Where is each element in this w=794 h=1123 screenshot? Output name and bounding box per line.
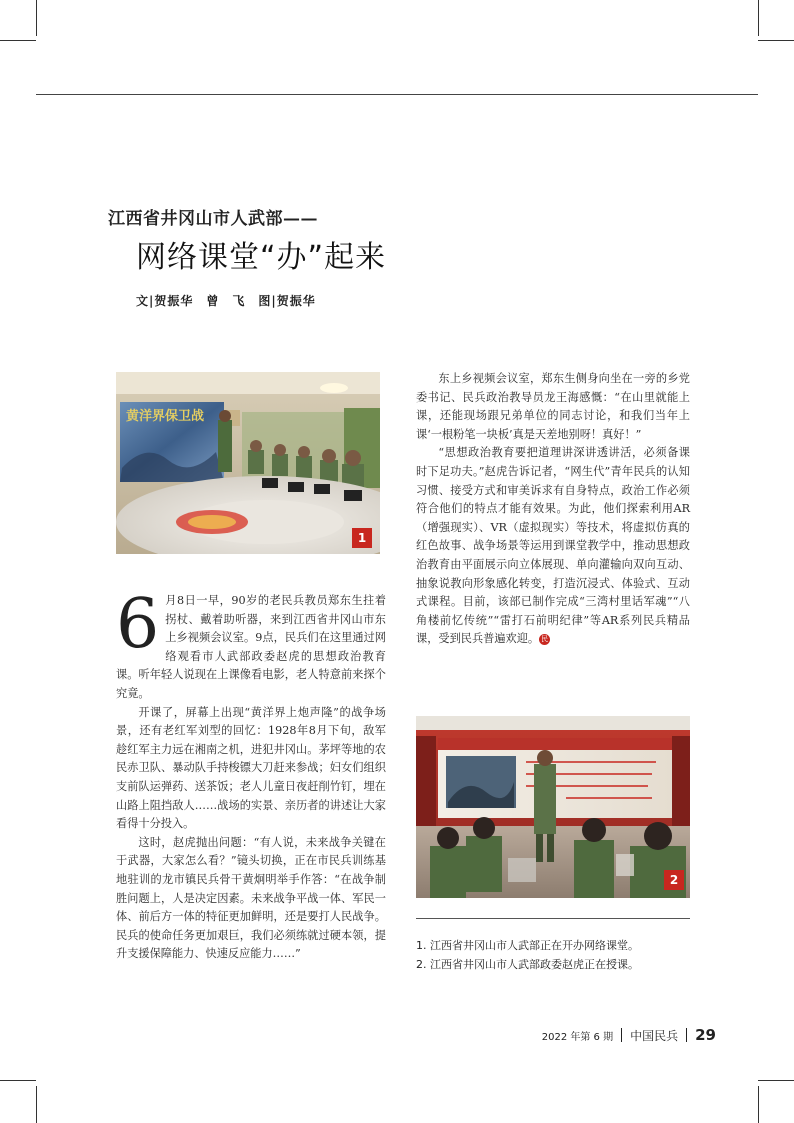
screen-banner-text: 黄洋界保卫战 (126, 409, 205, 424)
photo-number-badge: 2 (664, 870, 684, 890)
article-byline: 文|贺振华 曾 飞 图|贺振华 (136, 294, 316, 308)
page-number: 29 (695, 1026, 716, 1044)
caption-rule (416, 918, 690, 919)
photo-classroom (116, 372, 380, 554)
crop-mark (758, 0, 759, 36)
article-paragraph: 6 月8日一早，90岁的老民兵教员郑东生拄着拐杖、戴着助听器，来到江西省井冈山市东上乡视频会议室。9点，民兵们在这里通过网络观看市人武部政委赵虎的思想政治教育课。听年轻人说现在上课像看电影，老人特意前来探个究竟。 (116, 585, 386, 700)
footer-divider (686, 1028, 687, 1042)
caption-line: 2. 江西省井冈山市人武部政委赵虎正在授课。 (416, 958, 639, 971)
header-rule (36, 94, 758, 95)
page-footer (542, 1026, 716, 1044)
article-paragraph: 开课了，屏幕上出现“黄洋界上炮声隆”的战争场景，还有老红军刘型的回忆：1928年8月下旬，敌军趁红军主力远在湘南之机，进犯井冈山。茅坪等地的农民赤卫队、暴动队手持梭镖大刀赶来参战；妇女们组织支前队运弹药、送茶饭；老人儿童日夜赶削竹钉，埋在山路上阻挡敌人……战场的实景、亲历者的讲述让大家看得十分投入。 (116, 705, 386, 831)
crop-mark (0, 1080, 36, 1081)
crop-mark (36, 1086, 37, 1123)
footer-divider (621, 1028, 622, 1042)
article-paragraph: “思想政治教育要把道理讲深讲透讲活，必须备课时下足功夫。”赵虎告诉记者，“网生代”青年民兵的认知习惯、接受方式和审美诉求有自身特点，政治工作必须符合他们的特点才能有效果。为此，他们探索利用AR（增强现实）、VR（虚拟现实）等技术，将虚拟仿真的红色故事、战争场景等运用到课堂教学中，推动思想政治教育由平面展示向立体展现、单向灌输向双向互动、抽象说教向形象感化转变，打造沉浸式、体验式、互动式课程。目前，该部已制作完成“三湾村里话军魂”“八角楼前忆传统”“雷打石前明纪律”等AR系列民兵精品课，受到民兵普遍欢迎。 民 (416, 446, 690, 646)
article-kicker: 江西省井冈山市人武部—— (108, 209, 318, 229)
crop-mark (758, 40, 794, 41)
photo-lecture (416, 716, 690, 898)
issue-label: 2022 年第 6 期 (541, 1031, 614, 1043)
crop-mark (758, 1080, 794, 1081)
article-left-column (116, 585, 386, 964)
crop-mark (758, 1086, 759, 1123)
magazine-name: 中国民兵 (630, 1028, 679, 1043)
crop-mark (36, 0, 37, 36)
article-right-column (416, 370, 690, 649)
article-paragraph: 东上乡视频会议室，郑东生侧身向坐在一旁的乡党委书记、民兵政治教导员龙王海感慨：“在山里就能上课，还能现场跟兄弟单位的同志讨论，和我们当年上课‘一根粉笔一块板’真是天差地别呀！真好！” (416, 372, 690, 441)
dropcap: 6 (116, 585, 160, 664)
photo-number-badge: 1 (352, 528, 372, 548)
article-paragraph: 这时，赵虎抛出问题：“有人说，未来战争关键在于武器，大家怎么看？”镜头切换，正在市民兵训练基地驻训的龙市镇民兵骨干黄炯明举手作答：“在战争制胜问题上，人是决定因素。未来战争平战一体、军民一体、前后方一体的特征更加鲜明，还是要打人民战争。民兵的使命任务更加艰巨，我们必须练就过硬本领，提升支援保障能力、快速反应能力……” (116, 835, 386, 961)
article-title: 网络课堂“办”起来 (136, 240, 387, 275)
photo-captions (416, 936, 639, 974)
caption-line: 1. 江西省井冈山市人武部正在开办网络课堂。 (416, 939, 639, 952)
end-mark-icon: 民 (541, 634, 549, 643)
crop-mark (0, 40, 36, 41)
